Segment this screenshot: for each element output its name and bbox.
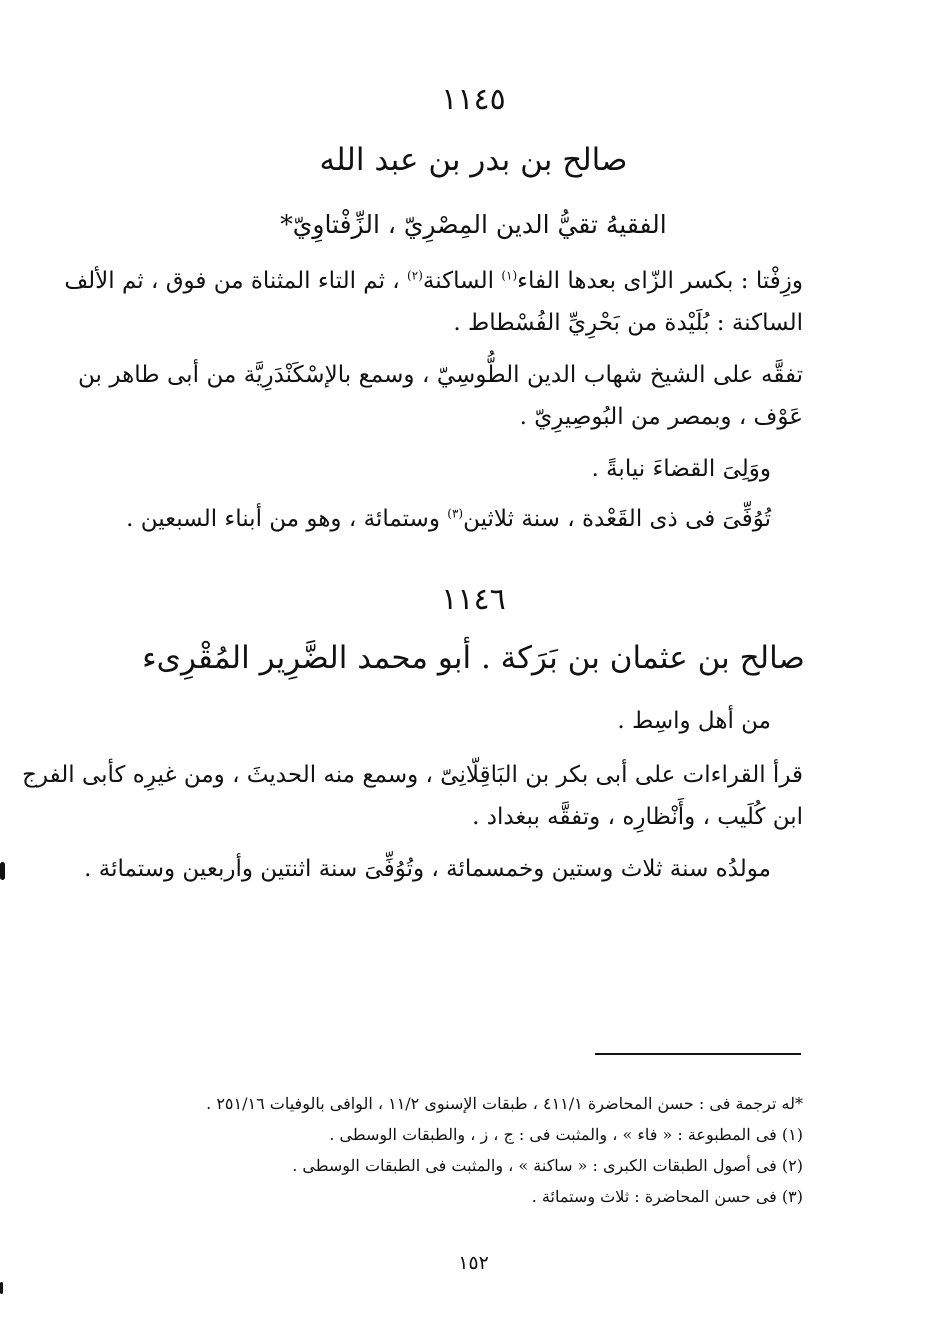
paragraph-line: من أهل واسِط . [617, 708, 771, 734]
page-number: ١٥٢ [458, 1252, 489, 1274]
footnote-ref: (٣) [447, 506, 464, 521]
footnote-ref: (١) [501, 268, 518, 283]
footnote: (٣) فى حسن المحاضرة : ثلاث وستمائة . [531, 1187, 803, 1206]
entry-number: ١١٤٦ [441, 582, 506, 617]
text-segment: وزِفْتا : بكسر الزّاى بعدها الفاء [517, 268, 803, 294]
paragraph-line: مولدُه سنة ثلاث وستين وخمسمائة ، وتُوُفِّىَ سنة اثنتين وأربعين وستمائة . [84, 856, 771, 882]
entry-title: صالح بن عثمان بن بَرَكة . أبو محمد الضَّرِير المُقْرِىء [142, 640, 805, 676]
entry-number: ١١٤٥ [441, 82, 506, 117]
paragraph-line: ابن كُلَيب ، وأَنْظارِه ، وتفقَّه ببغداد . [472, 804, 803, 830]
paragraph-line: الساكنة : بُلَيْدة من بَحْرِيِّ الفُسْطاط . [453, 310, 803, 336]
paragraph-line: عَوْف ، وبمصر من البُوصِيرِيّ . [519, 404, 803, 430]
footnote: (٢) فى أصول الطبقات الكبرى : « ساكنة » ، والمثبت فى الطبقات الوسطى . [292, 1156, 803, 1175]
scan-edge-mark [0, 862, 5, 880]
footnote-divider [595, 1053, 801, 1055]
paragraph-line: تفقَّه على الشيخ شهاب الدين الطُّوسِيّ ، وسمع بالإسْكَنْدَرِيَّة من أبى طاهر بن [78, 362, 803, 388]
scan-edge-mark [0, 1282, 3, 1294]
text-segment: وستمائة ، وهو من أبناء السبعين . [126, 506, 448, 532]
footnote: *له ترجمة فى : حسن المحاضرة ٤١١/١ ، طبقات الإسنوى ١١/٢ ، الوافى بالوفيات ٢٥١/١٦ . [206, 1094, 803, 1113]
text-segment: تُوُفِّىَ فى ذى القَعْدة ، سنة ثلاثين [463, 506, 771, 532]
paragraph-line: قرأ القراءات على أبى بكر بن البَاقِلّانِىّ ، وسمع منه الحديثَ ، ومن غيرِه كأبى الفرج [22, 762, 803, 788]
entry-title: صالح بن بدر بن عبد الله [319, 142, 628, 178]
paragraph-line [126, 506, 771, 532]
text-segment: ، ثم التاء المثناة من فوق ، ثم الألف [64, 268, 408, 294]
paragraph-line [64, 268, 803, 294]
footnote-ref: (٢) [407, 268, 423, 283]
entry-subtitle: الفقيهُ تقيُّ الدين المِصْرِيّ ، الزِّفْتاوِيّ* [280, 210, 667, 239]
text-segment: الساكنة [422, 268, 502, 294]
paragraph-line: ووَلِىَ القضاءَ نيابةً . [591, 456, 771, 482]
footnote: (١) فى المطبوعة : « فاء » ، والمثبت فى : ج ، ز ، والطبقات الوسطى . [329, 1125, 803, 1144]
